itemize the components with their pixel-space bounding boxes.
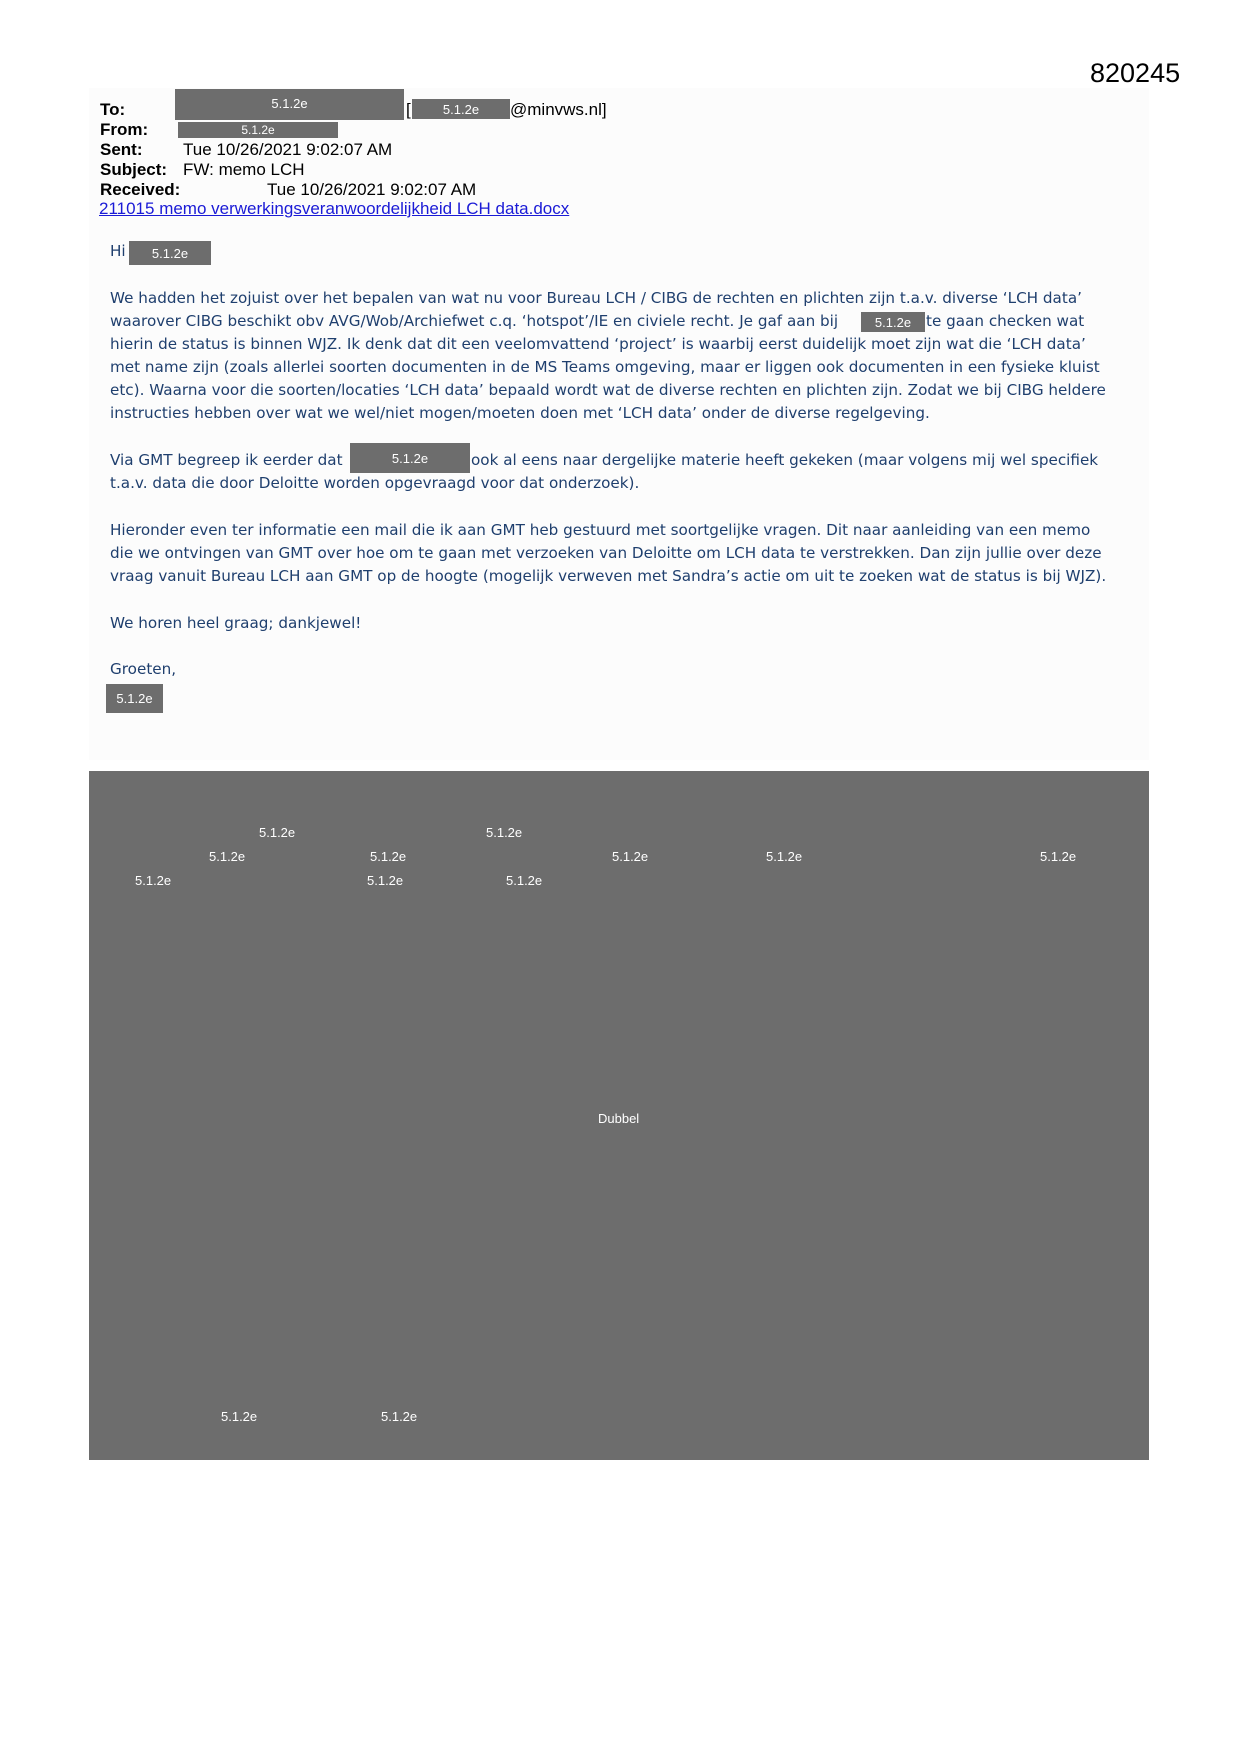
- to-email-redaction: 5.1.2e: [412, 99, 510, 119]
- redaction-label: 5.1.2e: [612, 849, 649, 864]
- to-bracket: [: [406, 100, 411, 119]
- paragraph-2-line-2: t.a.v. data die door Deloitte worden opgevraagd voor dat onderzoek).: [110, 474, 640, 492]
- to-label: To:: [100, 100, 126, 119]
- redaction-label: 5.1.2e: [766, 849, 803, 864]
- from-redaction: 5.1.2e: [178, 122, 338, 138]
- paragraph-1-line-6: instructies hebben over wat we wel/niet mogen/moeten doen met ‘LCH data’ onder de diverse regelgeving.: [110, 404, 930, 422]
- redaction-label: 5.1.2e: [381, 1409, 418, 1424]
- sent-label: Sent:: [100, 140, 143, 159]
- paragraph-4: We horen heel graag; dankjewel!: [110, 614, 362, 632]
- redaction-label: 5.1.2e: [1040, 849, 1077, 864]
- from-label: From:: [100, 120, 149, 139]
- document-number: 820245: [1090, 58, 1181, 88]
- redacted-block-center-label: Dubbel: [598, 1111, 640, 1126]
- paragraph-1-line-2b: te gaan checken wat: [926, 312, 1085, 330]
- paragraph-3-line-2: die we ontvingen van GMT over hoe om te gaan met verzoeken van Deloitte om LCH data te verstrekken. Dan zijn jullie over deze: [110, 544, 1102, 562]
- redaction-label: 5.1.2e: [135, 873, 172, 888]
- to-email-domain: @minvws.nl]: [510, 100, 607, 119]
- paragraph-1-redaction: 5.1.2e: [861, 312, 925, 332]
- signature-redaction: 5.1.2e: [106, 684, 163, 713]
- redaction-label: 5.1.2e: [486, 825, 523, 840]
- paragraph-3-line-3: vraag vanuit Bureau LCH aan GMT op de hoogte (mogelijk verweven met Sandra’s actie om uit te zoeken wat de status is bij WJZ).: [110, 567, 1107, 585]
- paragraph-2-line-1a: Via GMT begreep ik eerder dat: [110, 451, 343, 469]
- paragraph-2-redaction: 5.1.2e: [350, 443, 470, 473]
- paragraph-3-line-1: Hieronder even ter informatie een mail die ik aan GMT heb gestuurd met soortgelijke vragen. Dit naar aanleiding van een memo: [110, 521, 1091, 539]
- to-name-redaction: 5.1.2e: [175, 89, 404, 120]
- redaction-label: 5.1.2e: [259, 825, 296, 840]
- subject-value: FW: memo LCH: [183, 160, 305, 179]
- redaction-label: 5.1.2e: [370, 849, 407, 864]
- redaction-label: 5.1.2e: [367, 873, 404, 888]
- paragraph-1-line-2a: waarover CIBG beschikt obv AVG/Wob/Archiefwet c.q. ‘hotspot’/IE en civiele recht. Je gaf aan bij: [110, 312, 839, 330]
- paragraph-1-line-3: hierin de status is binnen WJZ. Ik denk dat dit een veelomvattend ‘project’ is waarbij eerst duidelijk moet zijn wat die ‘LCH data’: [110, 335, 1086, 353]
- redaction-label: 5.1.2e: [209, 849, 246, 864]
- redaction-label: 5.1.2e: [506, 873, 543, 888]
- received-value: Tue 10/26/2021 9:02:07 AM: [267, 180, 477, 199]
- received-label: Received:: [100, 180, 181, 199]
- paragraph-1-line-1: We hadden het zojuist over het bepalen van wat nu voor Bureau LCH / CIBG de rechten en plichten zijn t.a.v. diverse ‘LCH data’: [110, 289, 1082, 307]
- paragraph-1-line-4: met name zijn (zoals allerlei soorten documenten in de MS Teams omgeving, maar er liggen ook documenten in een fysieke kluist: [110, 358, 1100, 376]
- closing: Groeten,: [110, 660, 177, 678]
- paragraph-2-line-1b: ook al eens naar dergelijke materie heeft gekeken (maar volgens mij wel specifiek: [471, 451, 1099, 469]
- greeting: Hi: [110, 242, 126, 260]
- redaction-label: 5.1.2e: [221, 1409, 258, 1424]
- email-panel: [89, 88, 1149, 760]
- subject-label: Subject:: [100, 160, 168, 179]
- attachment-link[interactable]: 211015 memo verwerkingsveranwoordelijkheid LCH data.docx: [99, 199, 570, 218]
- sent-value: Tue 10/26/2021 9:02:07 AM: [183, 140, 393, 159]
- paragraph-1-line-5: etc). Waarna voor die soorten/locaties ‘LCH data’ bepaald wordt wat de diverse rechten en plichten zijn. Zodat we bij CIBG heldere: [110, 381, 1106, 399]
- greeting-name-redaction: 5.1.2e: [129, 241, 211, 265]
